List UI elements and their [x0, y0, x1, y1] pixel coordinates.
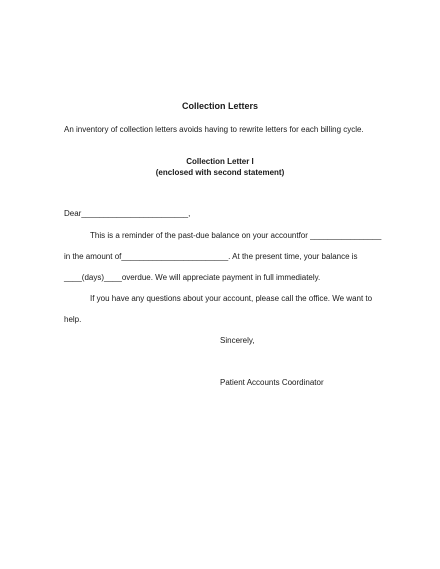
body-line-2: in the amount of________________________. At the present time, your balance is [64, 252, 358, 261]
signature: Patient Accounts Coordinator [220, 378, 324, 387]
body-line-5: help. [64, 315, 82, 324]
body-line-1: This is a reminder of the past-due balance on your accountfor ________________ [90, 231, 382, 240]
closing: Sincerely, [220, 336, 255, 345]
intro-text: An inventory of collection letters avoids having to rewrite letters for each billing cycle. [64, 125, 364, 134]
salutation: Dear________________________, [64, 209, 191, 218]
body-line-4: If you have any questions about your account, please call the office. We want to [90, 294, 373, 303]
letter-heading: Collection Letter I [186, 157, 254, 166]
document-title: Collection Letters [181, 101, 258, 111]
body-line-3: ____(days)____overdue. We will appreciate payment in full immediately. [64, 273, 321, 282]
letter-subheading: (enclosed with second statement) [155, 168, 285, 177]
